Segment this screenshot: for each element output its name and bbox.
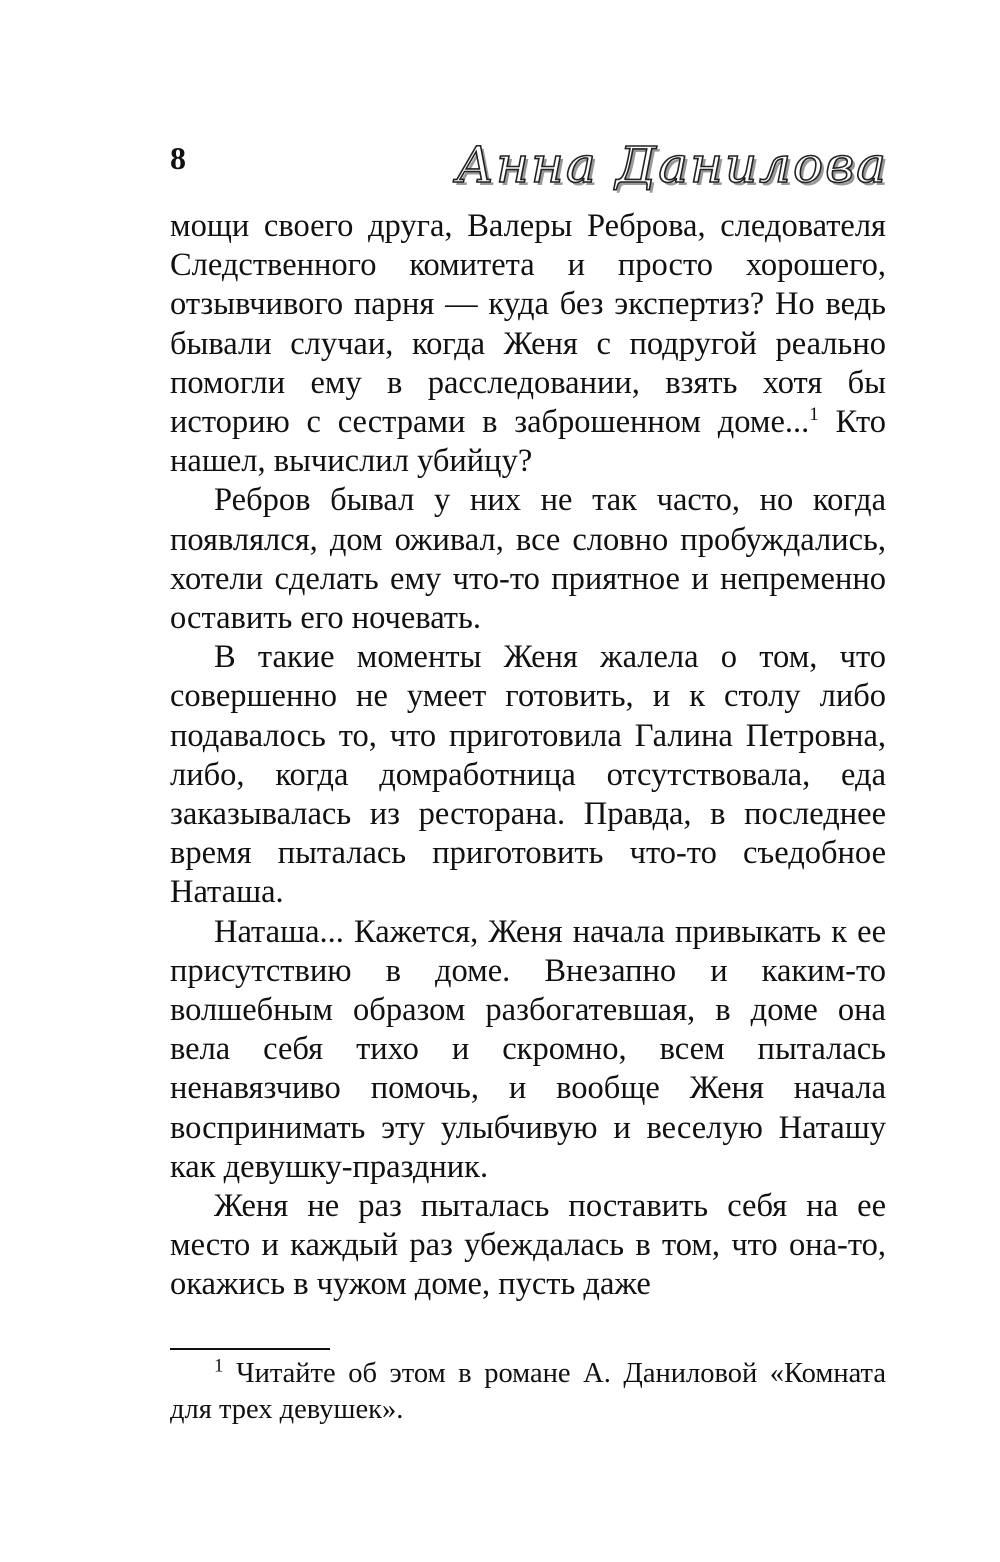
- footnote-reference[interactable]: 1: [809, 404, 819, 426]
- page-number: 8: [170, 140, 186, 176]
- paragraph-3: В такие моменты Женя жалела о том, что совершенно не умеет готовить, и к столу либо подавалось то, что приготовила Галина Петровна, либо, когда домработница отсутствовала, еда заказывалась из ресторана. Правда, в последнее время пыталась приготовить что-то съедобное Наташа.: [170, 639, 886, 911]
- footnote-marker: 1: [214, 1355, 224, 1377]
- paragraph-1-text-before-note: мощи своего друга, Валеры Реброва, следователя Следственного комитета и просто хорошего, отзывчивого парня — куда без экспертиз? Но ведь бывали случаи, когда Женя с подругой реально помогли ему в расследовании, взять хотя бы историю с сестрами в заброшенном доме...: [170, 208, 886, 441]
- footnote-divider: [170, 1348, 330, 1350]
- footnote-text: [170, 1356, 886, 1428]
- paragraph-5: Женя не раз пыталась поставить себя на ее место и каждый раз убеждалась в том, что она-то, окажись в чужом доме, пусть даже: [170, 1188, 886, 1303]
- paragraph-2: Ребров бывал у них не так часто, но когда появлялся, дом оживал, все словно пробуждались, хотели сделать ему что-то приятное и непременно оставить его ночевать.: [170, 482, 886, 637]
- paragraph-1: [170, 207, 886, 481]
- paragraph-4: Наташа... Кажется, Женя начала привыкать к ее присутствию в доме. Внезапно и каким-то волшебным образом разбогатевшая, в доме она вела себя тихо и скромно, всем пыталась ненавязчиво помочь, и вообще Женя начала воспринимать эту улыбчивую и веселую Наташу как девушку-праздник.: [170, 913, 886, 1185]
- paragraph-1-text-after-note: Кто нашел, вычислил убийцу?: [170, 404, 886, 480]
- main-text: [170, 207, 886, 1305]
- footnote-body: Читайте об этом в романе А. Даниловой «Комната для трех девушек».: [170, 1358, 886, 1425]
- footnote: [170, 1356, 886, 1428]
- running-head-author: Анна Данилова: [456, 136, 888, 194]
